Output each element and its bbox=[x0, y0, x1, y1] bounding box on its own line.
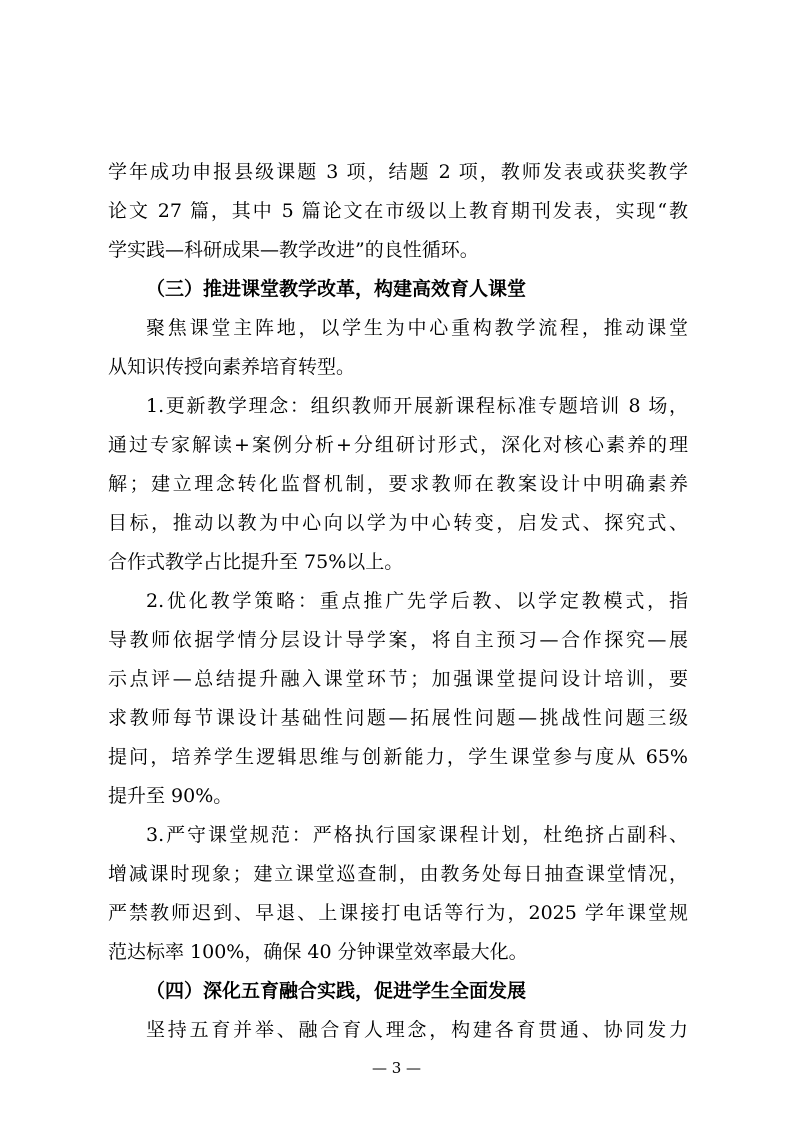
page-number: — 3 — bbox=[371, 1059, 422, 1077]
body-text-line: 坚持五育并举、融合育人理念，构建各育贯通、协同发力 bbox=[146, 1019, 688, 1041]
body-text-line: 合作式教学占比提升至 75%以上。 bbox=[108, 551, 404, 573]
section-heading-4: （四）深化五育融合实践，促进学生全面发展 bbox=[146, 980, 527, 1002]
body-text-line: 1.更新教学理念：组织教师开展新课程标准专题培训 8 场， bbox=[146, 395, 688, 417]
body-text-line: 提升至 90%。 bbox=[108, 785, 233, 807]
section-heading-3: （三）推进课堂教学改革，构建高效育人课堂 bbox=[146, 278, 527, 300]
body-text-line: 3.严守课堂规范：严格执行国家课程计划，杜绝挤占副科、 bbox=[146, 824, 688, 846]
body-text-line: 通过专家解读+案例分析+分组研讨形式，深化对核心素养的理 bbox=[108, 434, 688, 456]
body-text-line: 论文 27 篇，其中 5 篇论文在市级以上教育期刊发表，实现“教 bbox=[108, 200, 688, 222]
body-text-line: 学实践—科研成果—教学改进”的良性循环。 bbox=[108, 239, 479, 261]
body-text-line: 目标，推动以教为中心向以学为中心转变，启发式、探究式、 bbox=[108, 512, 688, 534]
body-text-line: 2.优化教学策略：重点推广先学后教、以学定教模式，指 bbox=[146, 590, 688, 612]
body-text-line: 严禁教师迟到、早退、上课接打电话等行为，2025 学年课堂规 bbox=[108, 902, 688, 924]
body-text-line: 聚焦课堂主阵地，以学生为中心重构教学流程，推动课堂 bbox=[146, 317, 688, 339]
body-text-line: 从知识传授向素养培育转型。 bbox=[108, 356, 356, 378]
body-text-line: 学年成功申报县级课题 3 项，结题 2 项，教师发表或获奖教学 bbox=[108, 161, 688, 183]
body-text-line: 示点评—总结提升融入课堂环节；加强课堂提问设计培训，要 bbox=[108, 668, 688, 690]
body-text-line: 求教师每节课设计基础性问题—拓展性问题—挑战性问题三级 bbox=[108, 707, 688, 729]
body-text-line: 解；建立理念转化监督机制，要求教师在教案设计中明确素养 bbox=[108, 473, 688, 495]
body-text-line: 导教师依据学情分层设计导学案，将自主预习—合作探究—展 bbox=[108, 629, 688, 651]
body-text-line: 范达标率 100%，确保 40 分钟课堂效率最大化。 bbox=[108, 941, 528, 963]
body-text-line: 提问，培养学生逻辑思维与创新能力，学生课堂参与度从 65% bbox=[108, 746, 688, 768]
body-text-line: 增减课时现象；建立课堂巡查制，由教务处每日抽查课堂情况， bbox=[108, 863, 688, 885]
